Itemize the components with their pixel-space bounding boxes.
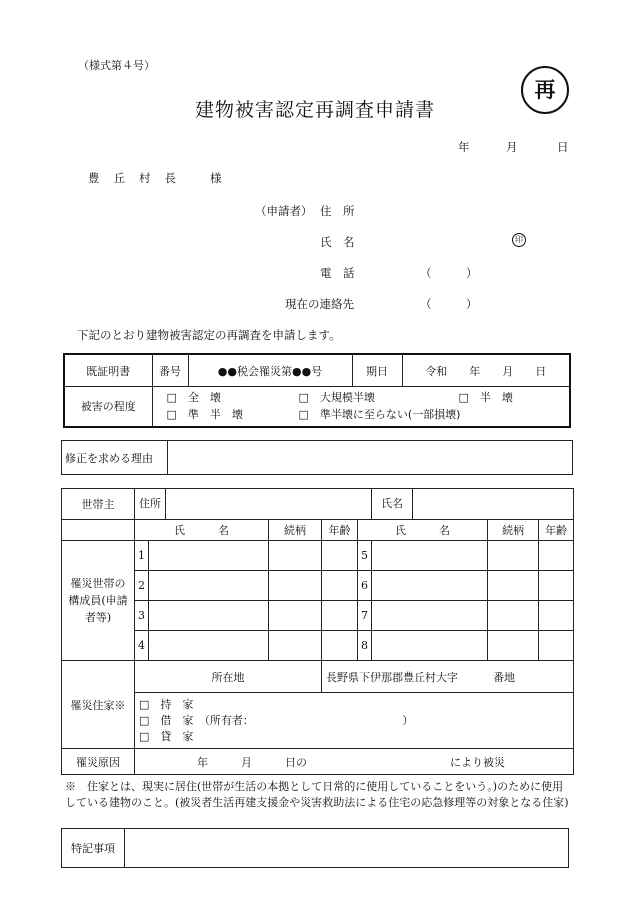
residence-location-label: 所在地 <box>135 661 322 693</box>
addressee-honorific: 様 <box>210 171 222 185</box>
member-name-field[interactable] <box>372 631 488 661</box>
form-number: （様式第４号） <box>78 59 155 72</box>
certificate-date-value[interactable]: 令和 年 月 日 <box>402 354 570 387</box>
head-address-label: 住所 <box>135 489 166 519</box>
member-relation-field[interactable] <box>269 571 322 601</box>
col-relation-left: 続柄 <box>269 520 322 541</box>
member-age-field[interactable] <box>322 631 358 661</box>
residence-options <box>135 693 574 749</box>
reason-table <box>61 440 573 475</box>
seal-icon: 印 <box>512 233 526 247</box>
col-age-left: 年齢 <box>322 520 358 541</box>
head-name-cell <box>372 489 574 520</box>
date-day: 日 <box>557 140 569 154</box>
residence-option-leased[interactable]: □ 貸 家 <box>139 729 194 743</box>
applicant-phone-label: 電 話 <box>320 266 355 280</box>
member-relation-field[interactable] <box>269 601 322 631</box>
head-address-cell <box>135 489 372 520</box>
member-row-number: 5 <box>358 541 372 571</box>
certificate-number-value[interactable]: ●●税会罹災第●●号 <box>188 354 352 387</box>
certificate-label: 既証明書 <box>64 354 152 387</box>
member-name-field[interactable] <box>149 631 269 661</box>
member-age-field[interactable] <box>322 601 358 631</box>
members-label: 罹災世帯の構成員(申請者等) <box>62 541 135 661</box>
applicant-name-label: 氏 名 <box>320 235 355 249</box>
residence-location-value: 長野県下伊那郡豊丘村大字 <box>326 670 458 684</box>
addressee-name: 豊丘村長 <box>88 171 190 185</box>
member-relation-field[interactable] <box>269 541 322 571</box>
damage-option-half[interactable]: □ 半 壊 <box>458 391 513 405</box>
head-label: 世帯主 <box>62 489 135 520</box>
member-relation-field[interactable] <box>488 541 539 571</box>
member-name-field[interactable] <box>372 601 488 631</box>
member-name-field[interactable] <box>149 601 269 631</box>
member-row-number: 6 <box>358 571 372 601</box>
member-age-field[interactable] <box>322 541 358 571</box>
member-age-field[interactable] <box>322 571 358 601</box>
member-row-number: 3 <box>135 601 149 631</box>
col-relation-right: 続柄 <box>488 520 539 541</box>
damage-option-large-half[interactable]: □ 大規模半壊 <box>298 391 375 405</box>
intro-text: 下記のとおり建物被害認定の再調査を申請します。 <box>77 328 341 342</box>
member-relation-field[interactable] <box>488 571 539 601</box>
date-year: 年 <box>458 140 470 154</box>
special-notes-label: 特記事項 <box>62 829 125 868</box>
member-row-number: 7 <box>358 601 372 631</box>
col-name-right: 氏 名 <box>358 520 488 541</box>
certificate-number-label: 番号 <box>152 354 188 387</box>
member-row-number: 8 <box>358 631 372 661</box>
cause-label: 罹災原因 <box>62 749 135 775</box>
reason-field[interactable] <box>168 441 573 475</box>
member-age-field[interactable] <box>539 601 574 631</box>
applicant-address-label: 住 所 <box>320 204 355 218</box>
member-relation-field[interactable] <box>269 631 322 661</box>
residence-label: 罹災住家※ <box>62 661 135 749</box>
member-name-field[interactable] <box>372 541 488 571</box>
reason-label: 修正を求める理由 <box>62 441 168 475</box>
member-name-field[interactable] <box>372 571 488 601</box>
special-notes-field[interactable] <box>125 829 569 868</box>
residence-option-owned[interactable]: □ 持 家 <box>139 697 194 711</box>
member-row-number: 4 <box>135 631 149 661</box>
member-relation-field[interactable] <box>488 601 539 631</box>
applicant-role: （申請者） <box>255 204 313 218</box>
re-application-badge: 再 <box>521 66 569 114</box>
member-name-field[interactable] <box>149 541 269 571</box>
applicant-contact-label: 現在の連絡先 <box>285 297 354 311</box>
applicant-contact-parens: （ ） <box>420 297 478 311</box>
member-name-field[interactable] <box>149 571 269 601</box>
damage-option-partial[interactable]: □ 準半壊に至らない(一部損壊) <box>298 408 461 422</box>
member-row-number: 2 <box>135 571 149 601</box>
special-notes-table <box>61 828 569 868</box>
page-title: 建物被害認定再調査申請書 <box>194 99 435 121</box>
damage-option-total[interactable]: □ 全 壊 <box>166 391 221 405</box>
date-month: 月 <box>506 140 518 154</box>
applicant-phone-parens: （ ） <box>420 266 478 280</box>
residence-option-rented[interactable]: □ 借 家 （所有者： ） <box>139 713 414 727</box>
damage-options <box>152 387 570 427</box>
certificate-date-label: 期日 <box>352 354 402 387</box>
damage-option-semi-half[interactable]: □ 準 半 壊 <box>166 408 243 422</box>
residence-location-cell[interactable] <box>322 661 574 693</box>
col-age-right: 年齢 <box>539 520 574 541</box>
member-relation-field[interactable] <box>488 631 539 661</box>
member-age-field[interactable] <box>539 541 574 571</box>
residence-note: ※ 住家とは、現実に居住(世帯が生活の本拠として日常的に使用していることをいう。)のために使用している建物のこと。(被災者生活再建支援金や災害救助法による住宅の応急修理等の対象となる住家) <box>65 780 569 809</box>
head-name-label: 氏名 <box>372 489 413 519</box>
member-age-field[interactable] <box>539 571 574 601</box>
household-table <box>61 488 574 775</box>
residence-banchi: 番地 <box>493 670 516 684</box>
col-name-left: 氏 名 <box>135 520 269 541</box>
damage-level-label: 被害の程度 <box>64 387 152 427</box>
member-row-number: 1 <box>135 541 149 571</box>
certificate-table <box>63 353 571 428</box>
cause-field[interactable]: 年 月 日の により被災 <box>135 749 574 775</box>
member-age-field[interactable] <box>539 631 574 661</box>
